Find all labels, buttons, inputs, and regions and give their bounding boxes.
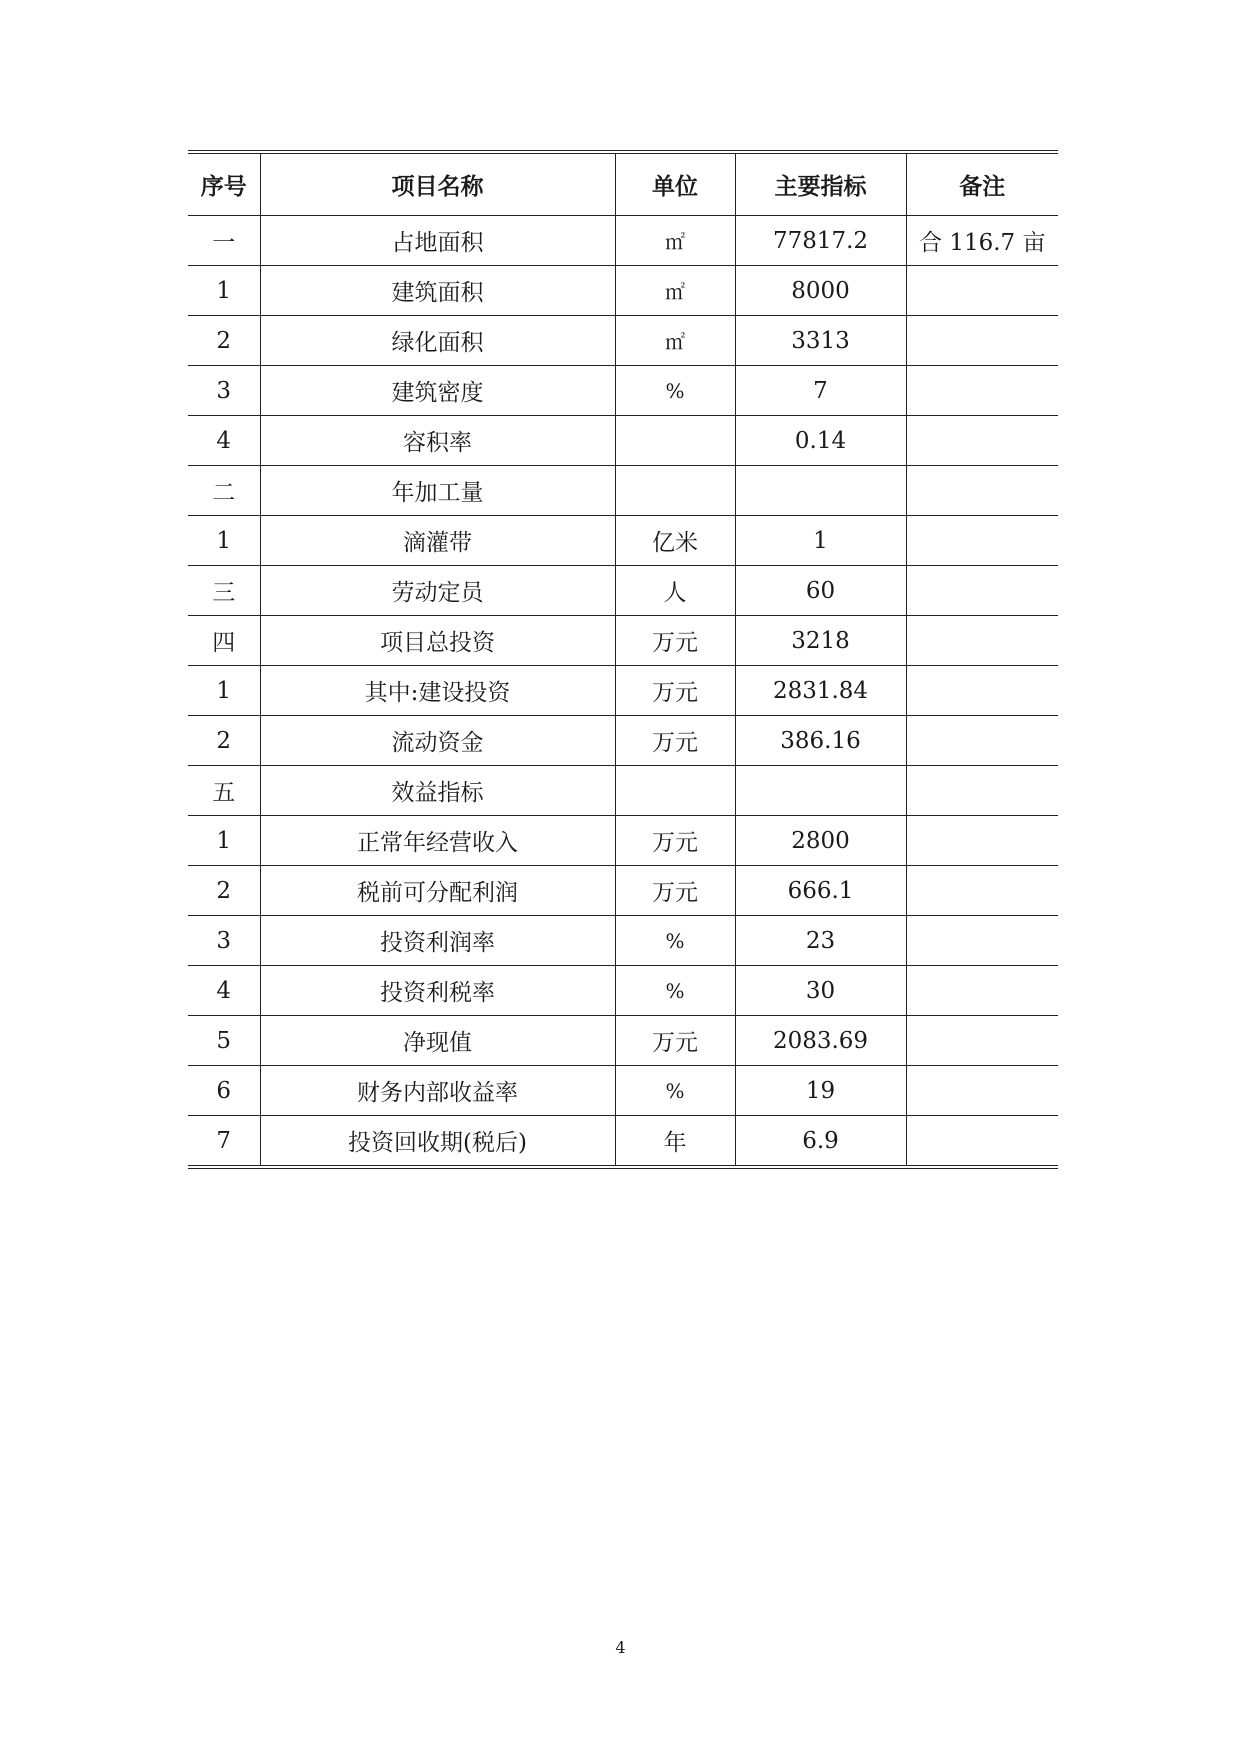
cell-item-name: 绿化面积 — [260, 316, 615, 366]
cell-unit: % — [615, 366, 735, 416]
cell-remark — [906, 466, 1058, 516]
cell-item-name: 投资利税率 — [260, 966, 615, 1016]
cell-remark — [906, 616, 1058, 666]
table-row — [188, 916, 1058, 966]
cell-value: 1 — [735, 516, 906, 566]
table-row — [188, 566, 1058, 616]
cell-value: 666.1 — [735, 866, 906, 916]
cell-index: 五 — [188, 766, 260, 816]
indicator-table-container — [188, 150, 1058, 1169]
cell-unit: 万元 — [615, 666, 735, 716]
cell-index: 5 — [188, 1016, 260, 1066]
cell-value: 6.9 — [735, 1116, 906, 1168]
cell-unit: 万元 — [615, 716, 735, 766]
cell-index: 二 — [188, 466, 260, 516]
cell-item-name: 滴灌带 — [260, 516, 615, 566]
cell-value: 386.16 — [735, 716, 906, 766]
cell-remark: 合 116.7 亩 — [906, 216, 1058, 266]
cell-index: 1 — [188, 266, 260, 316]
cell-remark — [906, 916, 1058, 966]
cell-value: 0.14 — [735, 416, 906, 466]
cell-index: 6 — [188, 1066, 260, 1116]
cell-index: 1 — [188, 816, 260, 866]
table-row — [188, 716, 1058, 766]
cell-item-name: 流动资金 — [260, 716, 615, 766]
indicator-table — [188, 150, 1058, 1169]
table-row — [188, 1066, 1058, 1116]
cell-value — [735, 466, 906, 516]
table-row — [188, 1016, 1058, 1066]
cell-unit: % — [615, 966, 735, 1016]
cell-remark — [906, 666, 1058, 716]
header-item-name: 项目名称 — [260, 152, 615, 216]
cell-value: 23 — [735, 916, 906, 966]
table-row — [188, 666, 1058, 716]
cell-index: 4 — [188, 416, 260, 466]
table-row — [188, 966, 1058, 1016]
cell-unit: ㎡ — [615, 266, 735, 316]
cell-remark — [906, 966, 1058, 1016]
table-row — [188, 766, 1058, 816]
table-row — [188, 216, 1058, 266]
cell-remark — [906, 766, 1058, 816]
cell-remark — [906, 266, 1058, 316]
cell-remark — [906, 816, 1058, 866]
table-header-row — [188, 152, 1058, 216]
cell-value: 3218 — [735, 616, 906, 666]
table-row — [188, 366, 1058, 416]
cell-index: 3 — [188, 916, 260, 966]
cell-unit: 万元 — [615, 1016, 735, 1066]
cell-unit: 人 — [615, 566, 735, 616]
cell-item-name: 建筑密度 — [260, 366, 615, 416]
cell-item-name: 项目总投资 — [260, 616, 615, 666]
cell-value: 7 — [735, 366, 906, 416]
cell-index: 2 — [188, 866, 260, 916]
cell-value: 8000 — [735, 266, 906, 316]
cell-remark — [906, 866, 1058, 916]
cell-value: 2083.69 — [735, 1016, 906, 1066]
cell-item-name: 税前可分配利润 — [260, 866, 615, 916]
cell-index: 一 — [188, 216, 260, 266]
cell-unit: ㎡ — [615, 216, 735, 266]
cell-value: 30 — [735, 966, 906, 1016]
cell-remark — [906, 416, 1058, 466]
cell-remark — [906, 566, 1058, 616]
cell-item-name: 净现值 — [260, 1016, 615, 1066]
table-row — [188, 866, 1058, 916]
table-row — [188, 316, 1058, 366]
cell-unit — [615, 766, 735, 816]
cell-item-name: 正常年经营收入 — [260, 816, 615, 866]
header-main-indicator: 主要指标 — [735, 152, 906, 216]
cell-remark — [906, 516, 1058, 566]
header-remark: 备注 — [906, 152, 1058, 216]
cell-value — [735, 766, 906, 816]
cell-unit: ㎡ — [615, 316, 735, 366]
cell-remark — [906, 1116, 1058, 1168]
cell-item-name: 占地面积 — [260, 216, 615, 266]
cell-item-name: 建筑面积 — [260, 266, 615, 316]
cell-item-name: 年加工量 — [260, 466, 615, 516]
cell-unit — [615, 416, 735, 466]
cell-index: 2 — [188, 316, 260, 366]
table-row — [188, 416, 1058, 466]
cell-index: 三 — [188, 566, 260, 616]
cell-remark — [906, 716, 1058, 766]
table-row — [188, 516, 1058, 566]
header-unit: 单位 — [615, 152, 735, 216]
cell-value: 2831.84 — [735, 666, 906, 716]
cell-unit: % — [615, 1066, 735, 1116]
cell-value: 19 — [735, 1066, 906, 1116]
table-row — [188, 466, 1058, 516]
table-row — [188, 816, 1058, 866]
table-row — [188, 1116, 1058, 1168]
table-row — [188, 266, 1058, 316]
cell-unit: 年 — [615, 1116, 735, 1168]
cell-item-name: 投资利润率 — [260, 916, 615, 966]
cell-unit — [615, 466, 735, 516]
cell-index: 7 — [188, 1116, 260, 1168]
cell-item-name: 劳动定员 — [260, 566, 615, 616]
cell-value: 2800 — [735, 816, 906, 866]
cell-index: 3 — [188, 366, 260, 416]
cell-value: 3313 — [735, 316, 906, 366]
cell-remark — [906, 316, 1058, 366]
cell-index: 1 — [188, 666, 260, 716]
cell-remark — [906, 366, 1058, 416]
cell-item-name: 财务内部收益率 — [260, 1066, 615, 1116]
table-row — [188, 616, 1058, 666]
cell-index: 1 — [188, 516, 260, 566]
cell-unit: % — [615, 916, 735, 966]
cell-unit: 万元 — [615, 866, 735, 916]
page-number: 4 — [615, 1638, 626, 1657]
cell-value: 77817.2 — [735, 216, 906, 266]
cell-unit: 万元 — [615, 616, 735, 666]
header-index: 序号 — [188, 152, 260, 216]
cell-remark — [906, 1016, 1058, 1066]
cell-index: 2 — [188, 716, 260, 766]
cell-index: 4 — [188, 966, 260, 1016]
cell-item-name: 效益指标 — [260, 766, 615, 816]
cell-item-name: 其中:建设投资 — [260, 666, 615, 716]
cell-remark — [906, 1066, 1058, 1116]
cell-value: 60 — [735, 566, 906, 616]
cell-unit: 亿米 — [615, 516, 735, 566]
cell-item-name: 容积率 — [260, 416, 615, 466]
cell-item-name: 投资回收期(税后) — [260, 1116, 615, 1168]
cell-unit: 万元 — [615, 816, 735, 866]
cell-index: 四 — [188, 616, 260, 666]
